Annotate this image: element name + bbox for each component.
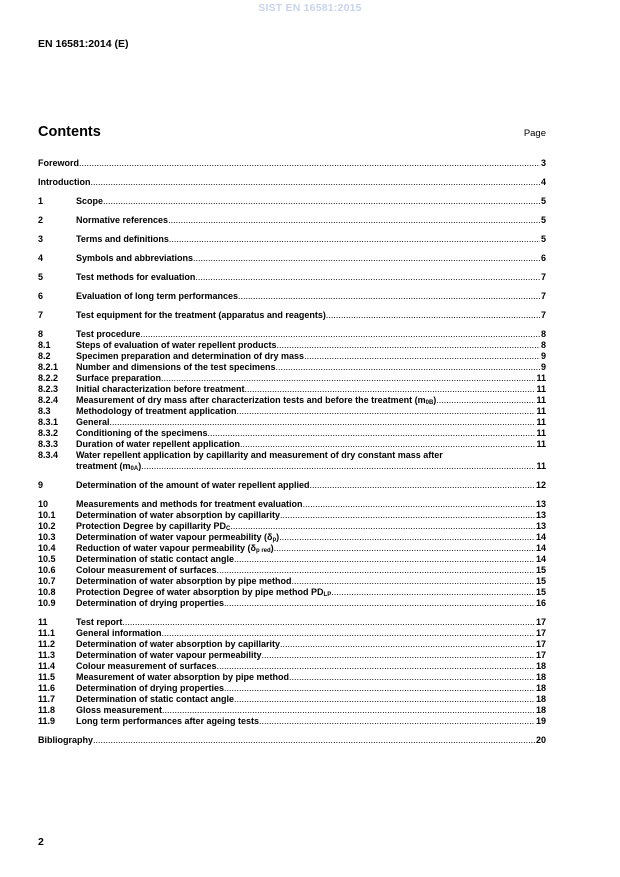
toc-entry-number: 8.3.1	[38, 417, 59, 427]
toc-subscript: LP	[323, 592, 332, 598]
toc-subscript: 0B	[425, 400, 434, 406]
toc-leader-dots	[279, 532, 535, 543]
toc-entry-number: 10.5	[38, 554, 56, 564]
toc-entry-title: Water repellent application by capillarity and measurement of dry constant mass after	[76, 450, 443, 460]
toc-entry-number: 8.3.4	[38, 450, 59, 460]
toc-leader-dots	[331, 587, 535, 598]
toc-entry-number: 10	[38, 499, 49, 509]
toc-entry-page: 15	[535, 565, 546, 575]
toc-entry[interactable]	[38, 291, 546, 302]
toc-entry-number: 9	[38, 480, 44, 490]
toc-entry-page: 17	[535, 628, 546, 638]
toc-entry-title: Determination of water vapour permeability $(\delta_p)$	[76, 532, 280, 543]
toc-entry[interactable]	[38, 499, 546, 510]
toc-entry-page: 12	[535, 480, 546, 490]
toc-leader-dots	[103, 196, 540, 207]
toc-leader-dots	[161, 373, 535, 384]
toc-entry-number: 11.5	[38, 672, 56, 682]
toc-entry-number: 11.9	[38, 716, 56, 726]
toc-entry-page: 4	[540, 177, 546, 187]
toc-entry[interactable]	[38, 694, 546, 705]
toc-entry-number: 10.7	[38, 576, 56, 586]
toc-entry-page: 13	[535, 499, 546, 509]
toc-subscript: p red	[256, 548, 271, 554]
toc-entry[interactable]	[38, 617, 546, 628]
toc-entry-page: 15	[535, 576, 546, 586]
toc-leader-dots	[262, 650, 535, 661]
toc-entry-page: 14	[535, 543, 546, 553]
toc-entry-title: Measurement of water absorption by pipe method	[76, 672, 290, 682]
toc-leader-dots	[169, 234, 540, 245]
toc-entry-title: Initial characterization before treatment	[76, 384, 245, 394]
toc-entry-page: 11	[536, 406, 546, 416]
toc-entry-title: Duration of water repellent application	[76, 439, 241, 449]
toc-entry-page: 9	[540, 362, 546, 372]
toc-entry[interactable]	[38, 272, 546, 283]
toc-entry-number: 10.6	[38, 565, 56, 575]
page-column-label: Page	[523, 128, 546, 139]
toc-entry-number: 8.1	[38, 340, 51, 350]
toc-subscript: p	[272, 537, 277, 543]
toc-entry-page: 17	[535, 650, 546, 660]
toc-leader-dots	[91, 177, 540, 188]
toc-entry-title: Steps of evaluation of water repellent products	[76, 340, 277, 350]
toc-entry-page: 9	[540, 351, 546, 361]
toc-entry-title: Determination of the amount of water repellent applied	[76, 480, 310, 490]
toc-entry-page: 11	[536, 428, 546, 438]
toc-leader-dots	[140, 329, 540, 340]
toc-leader-dots	[259, 716, 535, 727]
toc-entry-page: 18	[535, 683, 546, 693]
toc-subscript: 0A	[130, 466, 139, 472]
toc-leader-dots	[245, 384, 536, 395]
toc-entry[interactable]	[38, 234, 546, 245]
toc-entry-number: 11.1	[38, 628, 56, 638]
toc-entry[interactable]	[38, 340, 546, 351]
toc-entry-title: Specimen preparation and determination of dry mass	[76, 351, 305, 361]
toc-entry-page: 7	[540, 272, 546, 282]
toc-entry-title: Determination of static contact angle	[76, 694, 235, 704]
toc-entry-number: 10.9	[38, 598, 56, 608]
toc-leader-dots	[240, 439, 535, 450]
toc-entry-page: 13	[535, 521, 546, 531]
toc-entry[interactable]	[38, 587, 546, 598]
toc-entry-title: Protection Degree by capillarity $PD_C$	[76, 521, 231, 532]
toc-entry[interactable]	[38, 253, 546, 264]
toc-entry-number: 10.8	[38, 587, 56, 597]
toc-entry[interactable]	[38, 543, 546, 554]
toc-entry[interactable]	[38, 196, 546, 207]
toc-leader-dots	[289, 672, 535, 683]
toc-entry-number: 11.8	[38, 705, 56, 715]
toc-entry-title: Normative references	[76, 215, 169, 225]
toc-entry-number: 8.2.2	[38, 373, 59, 383]
toc-entry-number: 11.6	[38, 683, 56, 693]
toc-entry[interactable]	[38, 158, 546, 169]
toc-entry-number: 8.2.1	[38, 362, 59, 372]
toc-entry[interactable]	[38, 510, 546, 521]
toc-leader-dots	[436, 395, 535, 406]
toc-entry[interactable]	[38, 215, 546, 226]
toc-entry-title: Evaluation of long term performances	[76, 291, 239, 301]
toc-entry-page: 14	[535, 554, 546, 564]
toc-entry-number: 8.3.2	[38, 428, 59, 438]
toc-entry-page: 5	[540, 196, 546, 206]
toc-entry-title: Determination of water absorption by capillarity	[76, 510, 281, 520]
toc-leader-dots	[326, 310, 540, 321]
toc-entry-number: 11	[38, 617, 48, 627]
toc-entry-number: 3	[38, 234, 44, 244]
toc-leader-dots	[310, 480, 535, 491]
toc-entry-page: 11	[536, 461, 546, 471]
toc-entry-title: Determination of static contact angle	[76, 554, 235, 564]
toc-leader-dots	[122, 617, 535, 628]
toc-entry[interactable]	[38, 395, 546, 406]
toc-entry-number: 8.3	[38, 406, 51, 416]
toc-entry-number: 11.7	[38, 694, 56, 704]
toc-entry[interactable]	[38, 428, 546, 439]
toc-entry-title: Measurement of dry mass after characterization tests and before the treatment $(m_{0B})$	[76, 395, 437, 406]
toc-leader-dots	[110, 417, 536, 428]
toc-entry[interactable]	[38, 406, 546, 417]
toc-entry-title: Reduction of water vapour permeability $(\delta_{p red})$	[76, 543, 274, 554]
toc-entry-title: Gloss measurement	[76, 705, 163, 715]
toc-entry-number: 2	[38, 215, 44, 225]
toc-leader-dots	[217, 565, 535, 576]
toc-leader-dots	[280, 639, 535, 650]
table-of-contents	[38, 158, 546, 746]
toc-entry[interactable]	[38, 373, 546, 384]
toc-entry-title-continued: treatment $(m_{0A})$	[76, 461, 142, 472]
toc-entry-number: 11.3	[38, 650, 56, 660]
toc-leader-dots	[217, 661, 535, 672]
toc-entry-page: 5	[540, 234, 546, 244]
toc-leader-dots	[292, 576, 535, 587]
toc-entry-title: Measurements and methods for treatment evaluation	[76, 499, 303, 509]
toc-entry-page: 18	[535, 661, 546, 671]
toc-entry-title: Methodology of treatment application	[76, 406, 237, 416]
toc-entry-number: 10.1	[38, 510, 56, 520]
toc-entry-page: 11	[536, 373, 546, 383]
toc-entry-page: 7	[540, 291, 546, 301]
toc-entry-number: 5	[38, 272, 44, 282]
toc-leader-dots	[276, 362, 540, 373]
toc-entry-number: 8.2	[38, 351, 51, 361]
toc-entry-page: 16	[535, 598, 546, 608]
toc-entry-page: 11	[536, 417, 546, 427]
page-number: 2	[38, 836, 44, 848]
toc-entry[interactable]	[38, 177, 546, 188]
toc-entry-page: 11	[536, 439, 546, 449]
toc-leader-dots	[193, 253, 540, 264]
toc-entry-title: Bibliography	[38, 735, 94, 745]
toc-entry[interactable]	[38, 672, 546, 683]
toc-entry-title: Test procedure	[76, 329, 141, 339]
toc-entry-title: Scope	[76, 196, 104, 206]
toc-entry-page: 18	[535, 694, 546, 704]
toc-entry-title: Surface preparation	[76, 373, 162, 383]
toc-entry-number: 6	[38, 291, 44, 301]
toc-entry-page: 14	[535, 532, 546, 542]
toc-entry-page: 5	[540, 215, 546, 225]
toc-entry-number: 8.2.4	[38, 395, 59, 405]
toc-entry-title: Symbols and abbreviations	[76, 253, 194, 263]
toc-entry-title: Test equipment for the treatment (apparatus and reagents)	[76, 310, 326, 320]
toc-leader-dots	[162, 705, 535, 716]
toc-leader-dots	[277, 340, 540, 351]
toc-entry[interactable]	[38, 384, 546, 395]
toc-entry[interactable]	[38, 598, 546, 609]
toc-entry[interactable]	[38, 329, 546, 340]
toc-entry-page: 11	[536, 384, 546, 394]
toc-entry[interactable]	[38, 417, 546, 428]
toc-subscript: C	[226, 526, 231, 532]
toc-entry-title: Determination of water vapour permeability	[76, 650, 262, 660]
toc-entry-title: Determination of water absorption by capillarity	[76, 639, 281, 649]
toc-entry-title: General information	[76, 628, 162, 638]
toc-entry-title: Long term performances after ageing tests	[76, 716, 260, 726]
toc-entry-page: 6	[540, 253, 546, 263]
toc-leader-dots	[230, 521, 535, 532]
toc-entry-page: 17	[535, 617, 546, 627]
toc-entry-number: 11.2	[38, 639, 56, 649]
toc-entry[interactable]	[38, 532, 546, 543]
toc-entry[interactable]	[38, 521, 546, 532]
toc-entry-page: 15	[535, 587, 546, 597]
document-id: EN 16581:2014 (E)	[38, 38, 129, 50]
toc-entry-page: 8	[540, 329, 546, 339]
toc-leader-dots	[79, 158, 540, 169]
watermark: SIST EN 16581:2015	[258, 2, 362, 14]
toc-leader-dots	[224, 598, 535, 609]
toc-entry-title: Conditioning of the specimens	[76, 428, 208, 438]
toc-entry-title: Number and dimensions of the test specimens	[76, 362, 276, 372]
toc-entry-number: 10.3	[38, 532, 56, 542]
toc-leader-dots	[234, 694, 535, 705]
toc-entry[interactable]	[38, 628, 546, 639]
toc-entry-title: Test report	[76, 617, 123, 627]
toc-entry[interactable]	[38, 362, 546, 373]
toc-entry-number: 4	[38, 253, 44, 263]
toc-entry[interactable]	[38, 683, 546, 694]
toc-leader-dots	[224, 683, 535, 694]
toc-entry[interactable]	[38, 450, 546, 472]
toc-leader-dots	[274, 543, 535, 554]
toc-entry[interactable]	[38, 716, 546, 727]
toc-entry-title: Determination of drying properties	[76, 683, 225, 693]
toc-entry[interactable]	[38, 576, 546, 587]
toc-entry-page: 18	[535, 672, 546, 682]
toc-entry[interactable]	[38, 554, 546, 565]
toc-entry[interactable]	[38, 439, 546, 450]
toc-leader-dots	[238, 291, 540, 302]
toc-entry-page: 20	[535, 735, 546, 745]
toc-entry[interactable]	[38, 661, 546, 672]
toc-entry-number: 8.2.3	[38, 384, 59, 394]
toc-entry-title: Test methods for evaluation	[76, 272, 196, 282]
toc-entry-number: 10.4	[38, 543, 56, 553]
toc-entry-page: 19	[535, 716, 546, 726]
toc-entry-number: 1	[38, 196, 44, 206]
toc-entry-title: Determination of water absorption by pipe method	[76, 576, 292, 586]
toc-entry[interactable]	[38, 565, 546, 576]
toc-entry-title: General	[76, 417, 110, 427]
toc-entry-title: Foreword	[38, 158, 80, 168]
toc-entry-title: Protection Degree of water absorption by pipe method $PD_{LP}$	[76, 587, 332, 598]
toc-leader-dots	[141, 461, 535, 472]
toc-leader-dots	[162, 628, 535, 639]
toc-entry-title: Terms and definitions	[76, 234, 169, 244]
toc-entry-title: Colour measurement of surfaces	[76, 661, 217, 671]
toc-entry-page: 11	[536, 395, 546, 405]
toc-entry-page: 13	[535, 510, 546, 520]
toc-leader-dots	[234, 554, 535, 565]
toc-entry[interactable]	[38, 735, 546, 746]
toc-entry-number: 11.4	[38, 661, 56, 671]
toc-leader-dots	[280, 510, 535, 521]
toc-leader-dots	[168, 215, 540, 226]
toc-entry-title: Determination of drying properties	[76, 598, 225, 608]
toc-entry-number: 7	[38, 310, 44, 320]
toc-entry-number: 8.3.3	[38, 439, 59, 449]
toc-entry-title: Introduction	[38, 177, 91, 187]
toc-leader-dots	[195, 272, 540, 283]
toc-entry[interactable]	[38, 480, 546, 491]
toc-entry-page: 3	[540, 158, 546, 168]
toc-entry[interactable]	[38, 650, 546, 661]
toc-leader-dots	[303, 499, 535, 510]
toc-entry[interactable]	[38, 705, 546, 716]
toc-entry-page: 17	[535, 639, 546, 649]
toc-entry-page: 7	[540, 310, 546, 320]
toc-entry-number: 8	[38, 329, 44, 339]
toc-leader-dots	[208, 428, 536, 439]
toc-entry-page: 18	[535, 705, 546, 715]
toc-entry-title: Colour measurement of surfaces	[76, 565, 217, 575]
toc-entry[interactable]	[38, 351, 546, 362]
toc-entry-page: 8	[540, 340, 546, 350]
contents-heading: Contents	[38, 124, 101, 140]
toc-leader-dots	[93, 735, 535, 746]
toc-leader-dots	[237, 406, 536, 417]
toc-leader-dots	[304, 351, 540, 362]
toc-entry[interactable]	[38, 639, 546, 650]
toc-entry-number: 10.2	[38, 521, 56, 531]
toc-entry[interactable]	[38, 310, 546, 321]
